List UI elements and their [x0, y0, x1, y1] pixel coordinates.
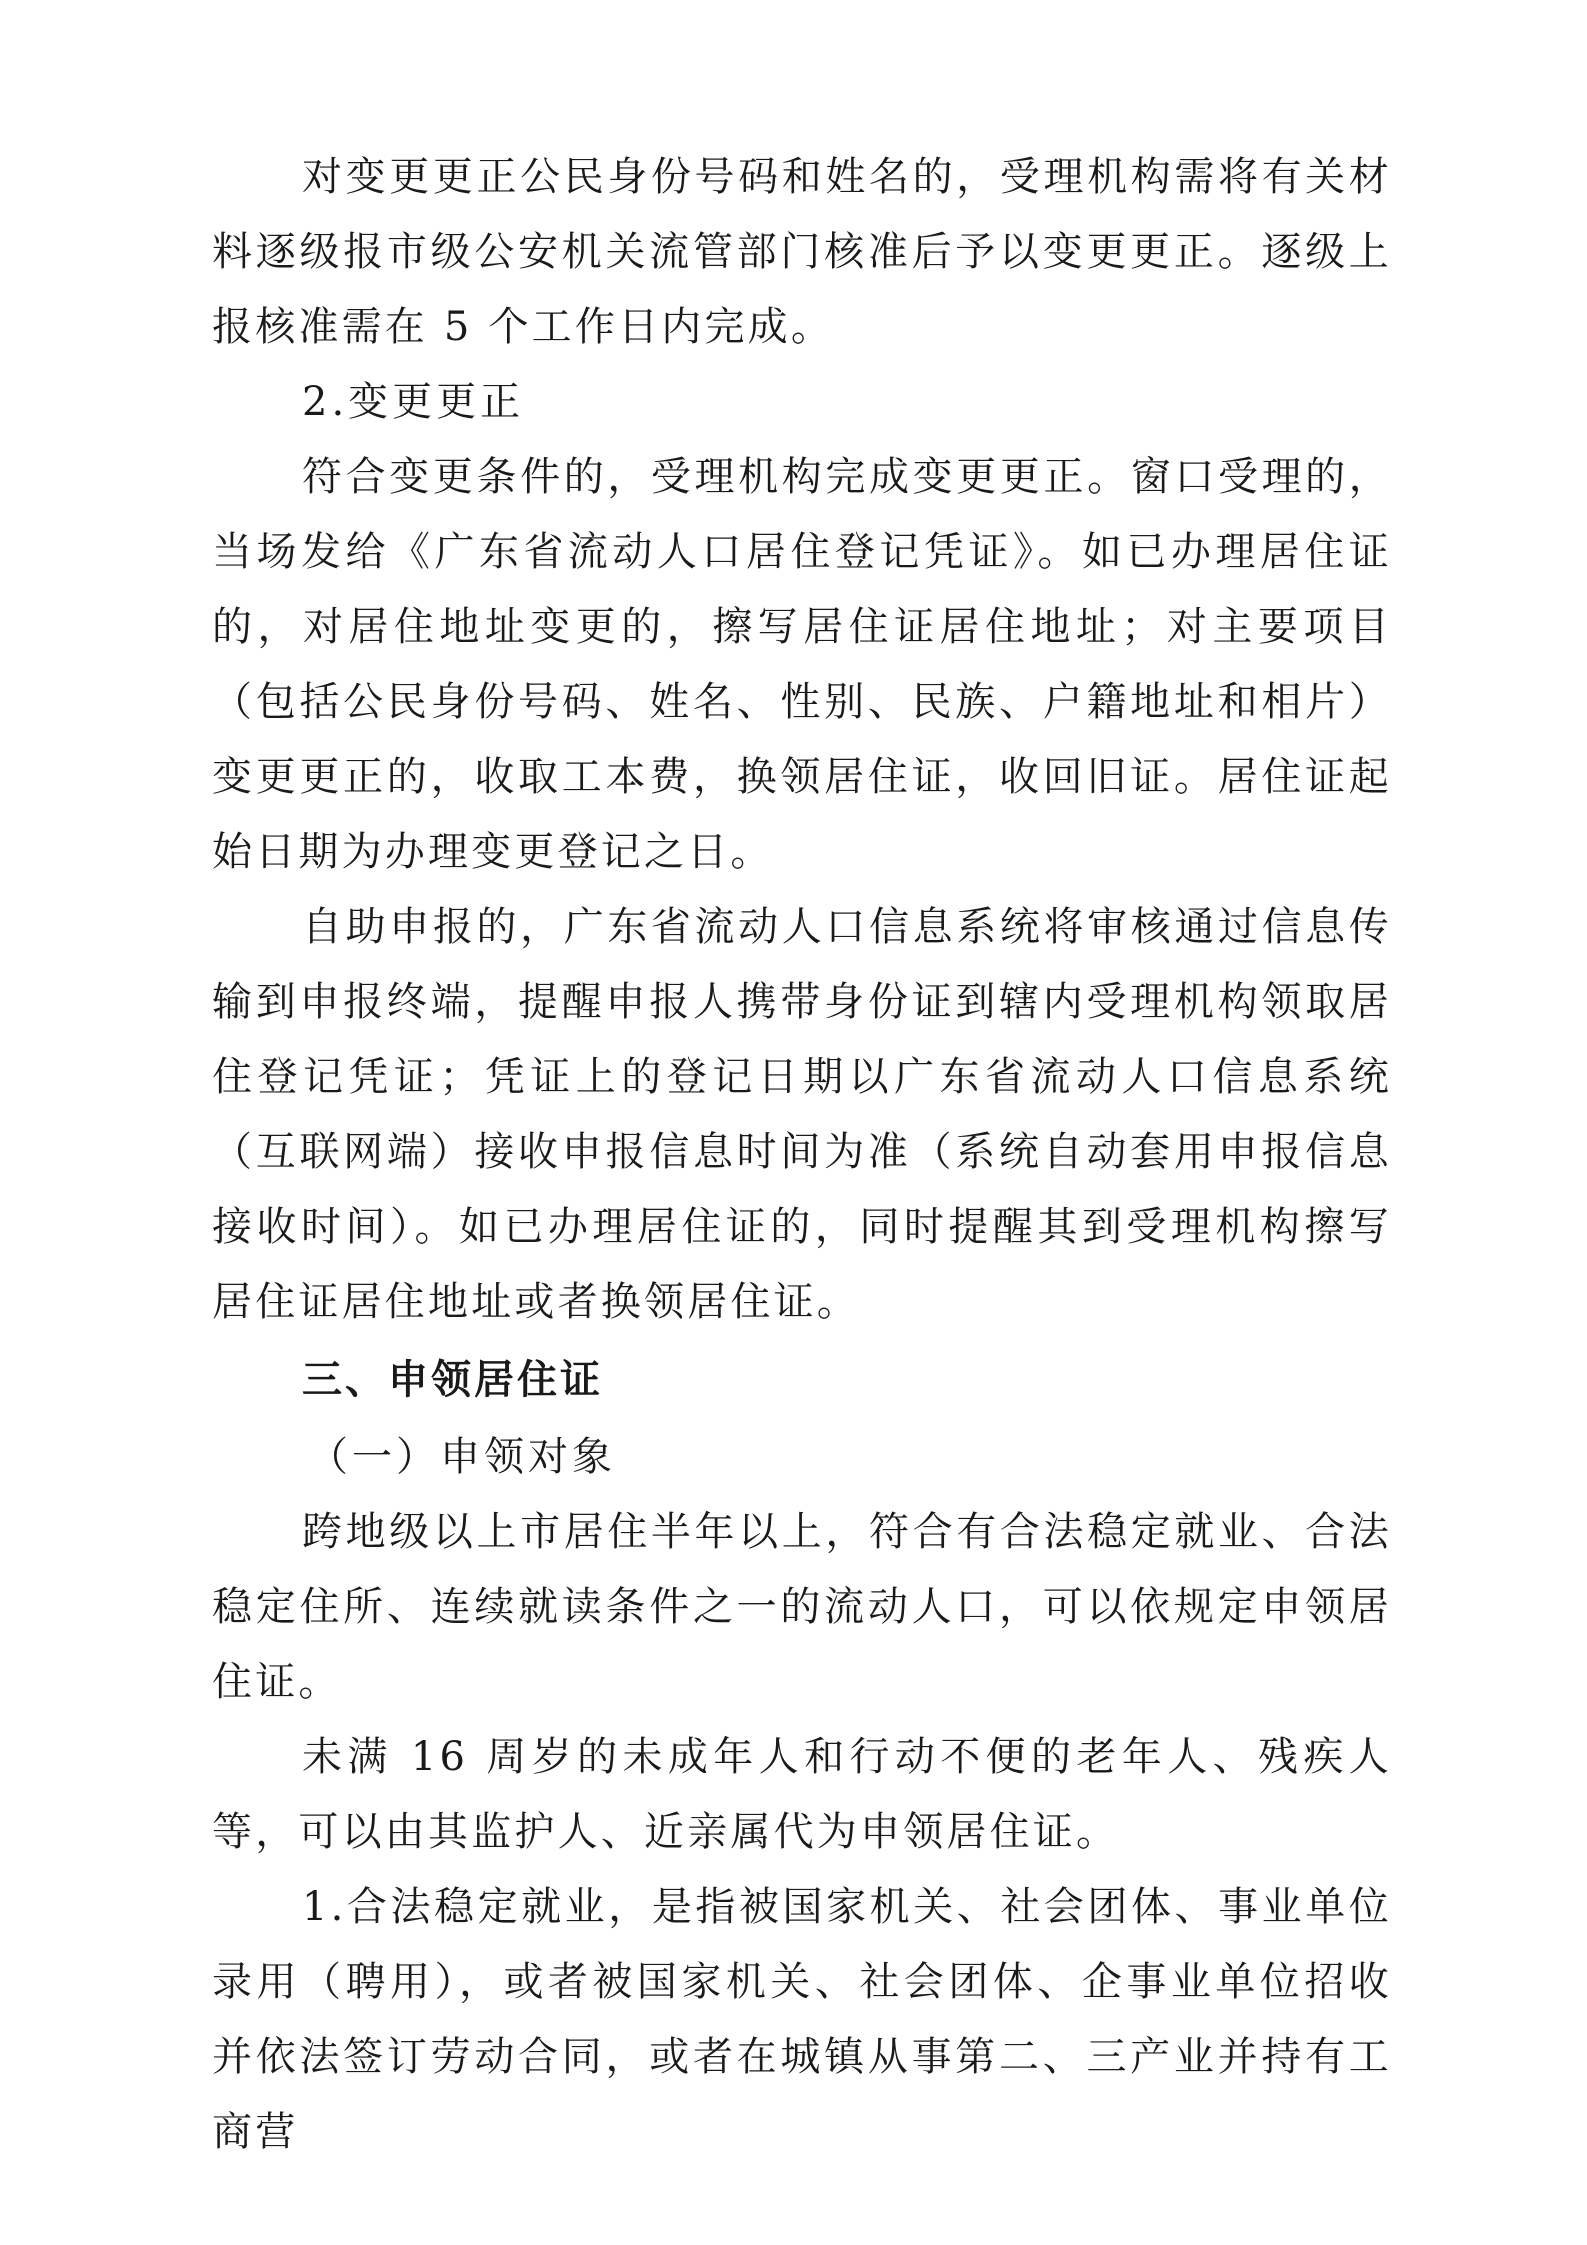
- document-body: [212, 140, 1392, 2170]
- paragraph-eligibility: 跨地级以上市居住半年以上，符合有合法稳定就业、合法稳定住所、连续就读条件之一的流动人口，可以依规定申领居住证。: [212, 1509, 1392, 1705]
- paragraph-window-acceptance: 符合变更条件的，受理机构完成变更更正。窗口受理的，当场发给《广东省流动人口居住登记凭证》。如已办理居住证的，对居住地址变更的，擦写居住证居住地址；对主要项目（包括公民身份号码、姓名、性别、民族、户籍地址和相片）变更更正的，收取工本费，换领居住证，收回旧证。居住证起始日期为办理变更登记之日。: [212, 454, 1392, 875]
- paragraph-self-service-declaration: 自助申报的，广东省流动人口信息系统将审核通过信息传输到申报终端，提醒申报人携带身份证到辖内受理机构领取居住登记凭证；凭证上的登记日期以广东省流动人口信息系统（互联网端）接收申报信息时间为准（系统自动套用申报信息接收时间）。如已办理居住证的，同时提醒其到受理机构擦写居住证居住地址或者换领居住证。: [212, 904, 1392, 1325]
- subheading-change-correction: 2.变更更正: [302, 379, 525, 425]
- subsection-heading-applicants: （一）申领对象: [308, 1434, 616, 1480]
- paragraph-stable-employment: 1.合法稳定就业，是指被国家机关、社会团体、事业单位录用（聘用），或者被国家机关、社会团体、企事业单位招收并依法签订劳动合同，或者在城镇从事第二、三产业并持有工商营: [212, 1884, 1392, 2155]
- section-heading-apply-residence-permit: 三、申领居住证: [302, 1357, 603, 1403]
- paragraph-identity-change-approval: 对变更更正公民身份号码和姓名的，受理机构需将有关材料逐级报市级公安机关流管部门核准后予以变更更正。逐级上报核准需在 5 个工作日内完成。: [212, 154, 1392, 350]
- paragraph-minors-proxy: 未满 16 周岁的未成年人和行动不便的老年人、残疾人等，可以由其监护人、近亲属代为申领居住证。: [212, 1734, 1392, 1855]
